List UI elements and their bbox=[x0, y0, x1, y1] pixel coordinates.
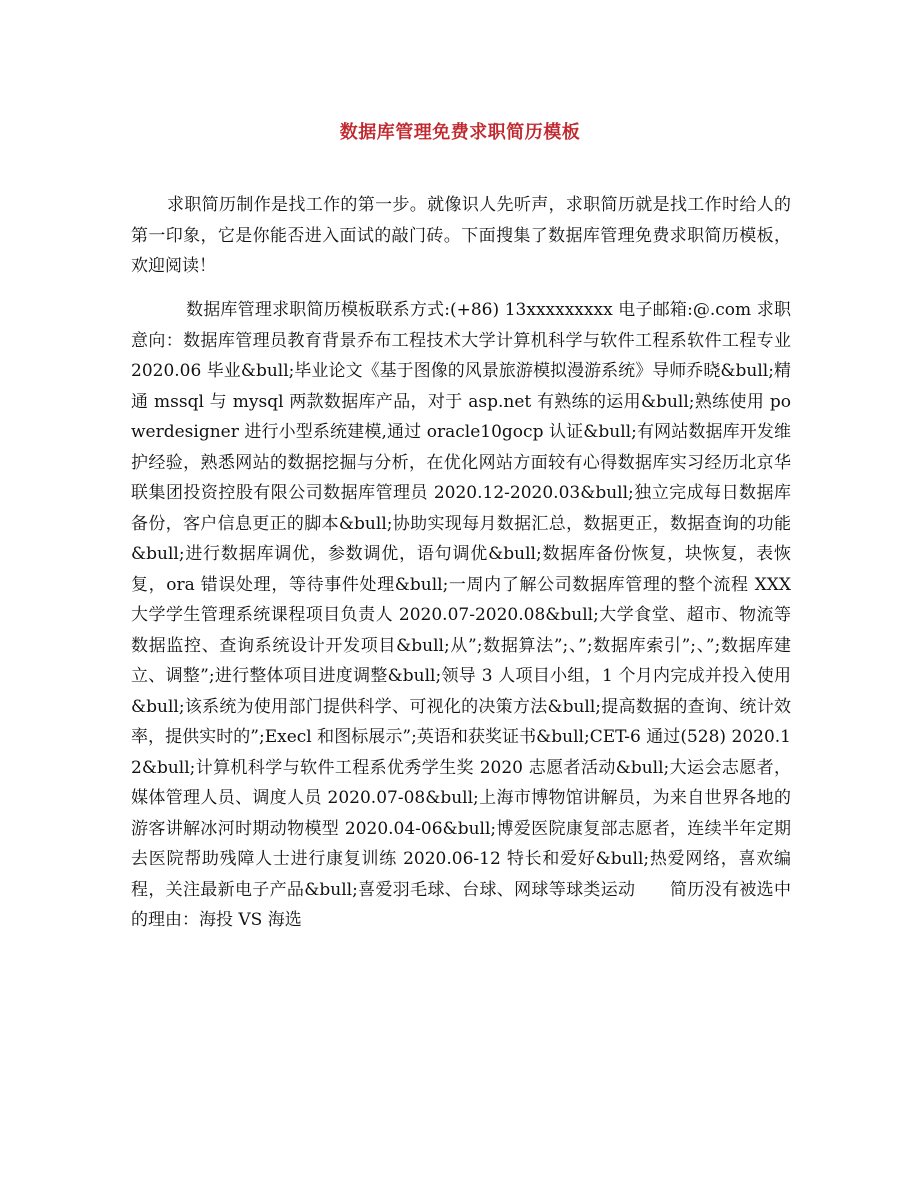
resume-body-paragraph: 数据库管理求职简历模板联系方式:(+86) 13xxxxxxxxx 电子邮箱:@.com 求职意向：数据库管理员教育背景乔布工程技术大学计算机科学与软件工程系软件工程专业 2020.06 毕业&bull;毕业论文《基于图像的风景旅游模拟漫游系统》导师乔晓&bull;精通 mssql 与 mysql 两款数据库产品，对于 asp.net 有熟练的运用&bull;熟练使用 powerdesigner 进行小型系统建模,通过 oracle10gocp 认证&bull;有网站数据库开发维护经验，熟悉网站的数据挖掘与分析，在优化网站方面较有心得数据库实习经历北京华联集团投资控股有限公司数据库管理员 2020.12-2020.03&bull;独立完成每日数据库备份，客户信息更正的脚本&bull;协助实现每月数据汇总，数据更正，数据查询的功能&bull;进行数据库调优，参数调优，语句调优&bull;数据库备份恢复，块恢复，表恢复，ora 错误处理，等待事件处理&bull;一周内了解公司数据库管理的整个流程 XXX 大学学生管理系统课程项目负责人 2020.07-2020.08&bull;大学食堂、超市、物流等数据监控、查询系统设计开发项目&bull;从”;数据算法”;、”;数据库索引”;、”;数据库建立、调整”;进行整体项目进度调整&bull;领导 3 人项目小组，1 个月内完成并投入使用&bull;该系统为使用部门提供科学、可视化的决策方法&bull;提高数据的查询、统计效率，提供实时的”;Execl 和图标展示”;英语和获奖证书&bull;CET-6 通过(528) 2020.12&bull;计算机科学与软件工程系优秀学生奖 2020 志愿者活动&bull;大运会志愿者，媒体管理人员、调度人员 2020.07-08&bull;上海市博物馆讲解员，为来自世界各地的游客讲解冰河时期动物模型 2020.04-06&bull;博爱医院康复部志愿者，连续半年定期去医院帮助残障人士进行康复训练 2020.06-12 特长和爱好&bull;热爱网络，喜欢编程，关注最新电子产品&bull;喜爱羽毛球、台球、网球等球类运动 简历没有被选中的理由：海投 VS 海选 bbox=[131, 300, 791, 930]
document-title: 数据库管理免费求职简历模板 bbox=[339, 122, 581, 143]
intro-paragraph: 求职简历制作是找工作的第一步。就像识人先听声，求职简历就是找工作时给人的第一印象，它是你能否进入面试的敲门砖。下面搜集了数据库管理免费求职简历模板，欢迎阅读！ bbox=[131, 195, 791, 276]
